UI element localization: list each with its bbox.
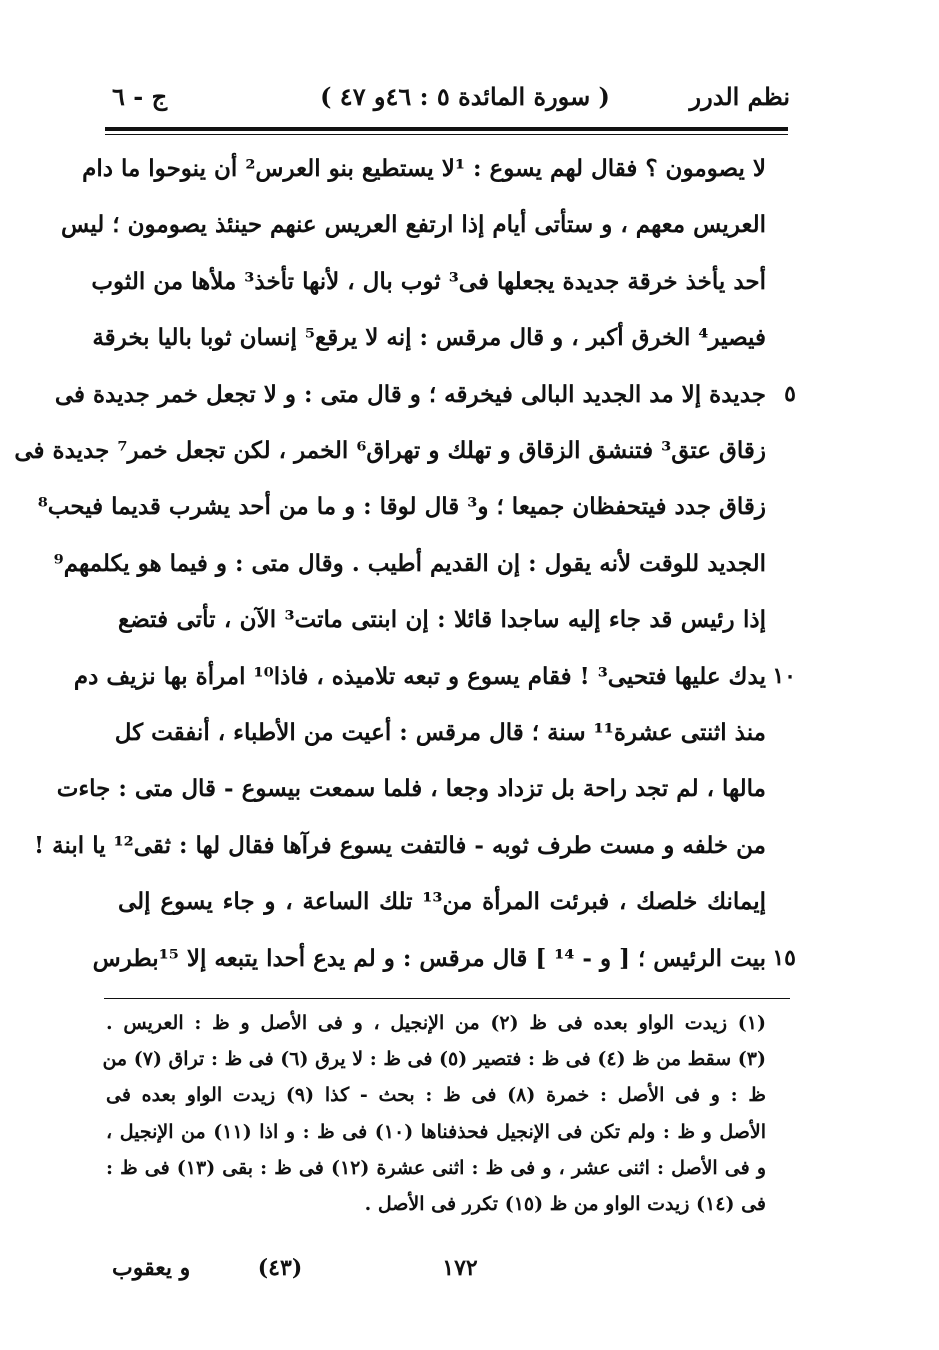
text-line: من خلفه و مست طرف ثوبه - فالتفت يسوع فرآها فقال لها : ثقى¹² يا ابنة ! bbox=[34, 831, 766, 859]
line-number: ١٠ bbox=[772, 662, 796, 689]
catchword: و يعقوب bbox=[112, 1255, 191, 1281]
running-title: نظم الدرر bbox=[689, 82, 790, 111]
text-line: جديدة إلا مد الجديد البالى فيخرقه ؛ و قال متى : و لا تجعل خمر جديدة فى bbox=[54, 380, 766, 408]
footnote-line: (٣) سقط من ظ (٤) فى ظ : فتصير (٥) فى ظ : لا يرق (٦) فى ظ : تراق (٧) من bbox=[102, 1048, 766, 1071]
footnote-line: ظ : و فى الأصل : خمرة (٨) فى ظ : بحث - كذا (٩) زيدت الواو بعده فى bbox=[106, 1084, 766, 1107]
text-line: لا يصومون ؟ فقال لهم يسوع : ¹لا يستطيع بنو العرس² أن ينوحوا ما دام bbox=[82, 155, 766, 182]
footnote-separator bbox=[104, 998, 790, 999]
text-line: العريس معهم ، و ستأتى أيام إذا ارتفع العريس عنهم حينئذ يصومون ؛ ليس bbox=[61, 211, 766, 239]
page-number: ١٧٢ bbox=[442, 1255, 478, 1281]
surah-reference: ( سورة المائدة ٥ : ٤٦و ٤٧ ) bbox=[320, 82, 610, 111]
volume-label: ج - ٦ bbox=[112, 82, 168, 111]
text-line: بيت الرئيس ؛ [ و - ¹⁴ ] قال مرقس : و لم يدع أحدا يتبعه إلا ¹⁵بطرس bbox=[92, 944, 766, 972]
line-number: ١٥ bbox=[772, 944, 796, 971]
footnote-line: فى (١٤) زيدت الواو من ظ (١٥) تكرر فى الأصل . bbox=[364, 1193, 766, 1215]
text-line: زقاق جدد فيتحفظان جميعا ؛ و³ قال لوقا : و ما من أحد يشرب قديما فيحب⁸ bbox=[37, 493, 766, 521]
header-rule-thin bbox=[105, 134, 788, 135]
footnote-line: (١) زيدت الواو بعده فى ظ (٢) من الإنجيل ، و فى الأصل و ظ : العريس . bbox=[106, 1012, 766, 1034]
text-line: منذ اثنتى عشرة¹¹ سنة ؛ قال مرقس : أعيت من الأطباء ، أنفقت كل bbox=[114, 719, 766, 746]
line-number: ٥ bbox=[784, 380, 796, 407]
text-line: فيصير⁴ الخرق أكبر ، و قال مرقس : إنه لا يرقع⁵ إنسان ثوبا باليا بخرقة bbox=[92, 324, 766, 352]
text-line: إذا رئيس قد جاء إليه ساجدا قائلا : إن ابنتى ماتت³ الآن ، تأتى فتضع bbox=[118, 606, 766, 634]
footnote-line: و فى الأصل : اثنى عشر ، و فى ظ : اثنى عشرة (١٢) فى ظ : بقى (١٣) فى ظ : bbox=[106, 1156, 766, 1179]
text-line: الجديد للوقت لأنه يقول : إن القديم أطيب . وقال متى : و فيما هو يكلمهم⁹ bbox=[53, 549, 766, 577]
text-line: مالها ، لم تجد راحة بل تزداد وجعا ، فلما سمعت بيسوع - قال متى : جاءت bbox=[56, 775, 766, 803]
text-line: أحد يأخذ خرقة جديدة يجعلها فى³ ثوب بال ، لأنها تأخذ³ ملأها من الثوب bbox=[91, 267, 766, 295]
text-line: زقاق عتق³ فتنشق الزقاق و تهلك و تهراق⁶ الخمر ، لكن تجعل خمر⁷ جديدة فى bbox=[14, 437, 766, 464]
text-line: يدك عليها فتحيى³ ! فقام يسوع و تبعه تلاميذه ، فاذا¹⁰ امرأة بها نزيف دم bbox=[73, 662, 766, 690]
footnote-line: الأصل و ظ : ولم تكن فى الإنجيل فحذفناها (١٠) فى ظ : و اذا (١١) من الإنجيل ، bbox=[106, 1120, 766, 1143]
signature-mark: (٤٣) bbox=[257, 1255, 303, 1281]
text-line: إيمانك خلصك ، فبرئت المرأة من¹³ تلك الساعة ، و جاء يسوع إلى bbox=[118, 888, 766, 916]
header-rule-thick bbox=[105, 127, 788, 131]
